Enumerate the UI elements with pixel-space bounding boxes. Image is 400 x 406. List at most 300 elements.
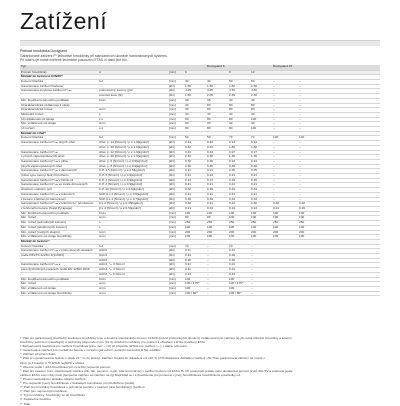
footnote: ¹²⁾ Typ hmoždinky: hmoždinky se při hmoždinky. [20, 393, 86, 398]
table-cell: 100 [228, 216, 250, 221]
table-cell: 250 [250, 221, 272, 226]
footnote: ³⁾ Garantované zatížení pro montáž do betonu v rozsahu (jak ovlivní, kontrolní kontrolní) ETAs oddílEU. [20, 348, 162, 353]
table-cell: z betonu s lehčeným kamenivem [20, 197, 98, 202]
load-table [20, 65, 380, 296]
table-cell: AAC6, ⁵ₛₜ 6 N/mm² [98, 272, 168, 277]
table-cell: AAC4 [98, 254, 168, 259]
table-cell: 0.15 [228, 178, 250, 183]
table-cell: Min. tloušťka betonového podkladu [20, 98, 98, 103]
table-cell: 70 [228, 244, 250, 249]
intro-line: Při návrhu je nutné ověřené technické posouzení ETAG či další jiné tíží. [20, 58, 128, 63]
table-cell: – [206, 282, 228, 287]
footnote: ¹¹⁾ Platí (pro nejmenší) hmoždinek. [20, 389, 68, 394]
table-cell [298, 291, 324, 296]
table-cell: – [272, 155, 298, 160]
table-cell: 250 [184, 221, 206, 226]
table-cell: AAC4, ⁵ₛₜ 4 N/mm² [98, 268, 168, 273]
table-cell: 40 [206, 80, 228, 85]
footnote: ⁵⁾ Platí pro garantovanou teplotu v obalu 24 ° C (ze strany). Zatížení Teplota do dokladení od +40 °C při Pokladování dokladení zatížení +50 °Dan garantované zatížení po nosné v [20, 356, 265, 361]
table-cell: 50 [250, 80, 272, 85]
table-cell: 80 [206, 127, 228, 132]
table-cell: – [298, 80, 324, 85]
table-cell: 100 [250, 225, 272, 230]
table-cell: [mm] [168, 282, 184, 287]
table-cell: Montáž do cihel²⁾ [20, 131, 98, 136]
table-cell: – [206, 268, 228, 273]
table-cell: – [272, 178, 298, 183]
table-cell: hₑf [98, 80, 168, 85]
table-cell: 0.14 [228, 249, 250, 254]
table-cell: Min. vzdálenost od okraje [20, 122, 98, 127]
table-cell: – [272, 145, 298, 150]
table-cell: smin [98, 216, 168, 221]
table-cell: Charakteristická vzdálenost k okraji [20, 103, 98, 108]
table-cell: [mm] [168, 221, 184, 226]
table-cell: [kN] [168, 272, 184, 277]
table-cell: Min. rozteč [20, 282, 98, 287]
footnotes [20, 336, 380, 406]
table-cell: – [298, 84, 324, 89]
table-cell: 1.50 [228, 84, 250, 89]
table-cell: 40 [184, 103, 206, 108]
table-cell: Charakteristická rozteč [20, 108, 98, 113]
table-cell: 100 / 175⁶⁾ [228, 282, 250, 287]
table-cell: [mm] [168, 235, 184, 240]
table-cell: – [206, 277, 228, 282]
table-cell: 0.15 [250, 178, 272, 183]
table-cell: smin [98, 108, 168, 113]
table-cell: s [98, 221, 168, 226]
table-cell: 0.21 [228, 263, 250, 268]
table-cell: – [272, 127, 298, 132]
table-cell: 100 [298, 235, 324, 240]
table-cell: 1.36 [228, 155, 250, 160]
table-cell: 70 [250, 136, 272, 141]
table-cell: 10 [250, 70, 272, 75]
table-cell: při vzdálenosti od okraje [20, 117, 98, 122]
table-cell: 100 [206, 235, 228, 240]
table-cell: – [298, 103, 324, 108]
table-cell: 0.34 [228, 188, 250, 193]
table-cell: 30 [206, 122, 228, 127]
footnote: zdivy (a 3 holéfon 0 °C ETAS nejbližší v oblasti. [20, 360, 85, 365]
table-cell: – [298, 192, 324, 197]
table-cell: – [206, 249, 228, 254]
table-cell: 0.24 [206, 174, 228, 179]
table-cell: [mm] [168, 136, 184, 141]
table-cell: Montáž do betonu ≥ C16/20¹⁾ [20, 75, 98, 80]
table-cell: 0.43 [206, 150, 228, 155]
table-cell: 100 / 175⁶⁾ [184, 282, 206, 287]
table-cell: C.P. 2.5 [N/mm²] / ρ ≥ 0.5[kg/dm³] [98, 169, 168, 174]
table-cell: [mm] [168, 103, 184, 108]
table-cell: – [298, 94, 324, 99]
table-cell: 100 [184, 277, 206, 282]
table-cell: AAC6 [98, 258, 168, 263]
table-cell: 100 [228, 225, 250, 230]
table-cell: – [298, 122, 324, 127]
table-cell: – [298, 112, 324, 117]
table-cell: 0.24 [250, 206, 272, 211]
table-cell: 35 [206, 98, 228, 103]
table-cell: 0.26 [228, 254, 250, 259]
table-cell: – [298, 108, 324, 113]
table-cell: 0.43 [184, 150, 206, 155]
table-cell: Min. vzdálenost od okraje hmoždinky [20, 235, 98, 240]
table-cell: cihel. p. 6 [N/mm²] / ρ ≥ 0.9[kg/dm³] [98, 159, 168, 164]
table-cell: 0.34 [250, 188, 272, 193]
table-cell: z lehčeného betonu (Supp.Pyrapage) [20, 206, 98, 211]
table-cell: 200 [184, 230, 206, 235]
table-cell: C.P. 6 [N/mm²] / ρ ≥ 0.9[kg/dm³] [98, 183, 168, 188]
table-cell: Garantované zatížení F⁵ₜₐₕ v cihla [20, 159, 98, 164]
table-cell: 1.36 [250, 155, 272, 160]
table-cell: – [272, 159, 298, 164]
table-cell: [mm] [168, 80, 184, 85]
table-cell: [kN] [168, 188, 184, 193]
table-cell: 0.18 [272, 202, 298, 207]
table-cell: 40 [228, 112, 250, 117]
table-cell: [kN] [168, 268, 184, 273]
table-cell: 0.43 [184, 141, 206, 146]
table-cell: – [298, 117, 324, 122]
table-cell: 0.36 [206, 155, 228, 160]
table-cell: 100 [206, 211, 228, 216]
table-cell: – [298, 164, 324, 169]
table-cell: Garantované zatížení F⁵ₜₐₕ v tvárnicích [20, 192, 98, 197]
table-cell: 2.30 [250, 94, 272, 99]
table-cell: Garantované zatížení Ftahová [20, 84, 98, 89]
table-cell: 0.30 [228, 258, 250, 263]
table-cell: plných vápenopískových cihel [20, 164, 98, 169]
table-cell: 200 [206, 230, 228, 235]
table-cell: 0.43 [228, 272, 250, 277]
table-cell: 40 [228, 122, 250, 127]
table-cell: [kN] [168, 155, 184, 160]
table-cell: [kN] [168, 141, 184, 146]
header-cell: Typ [20, 65, 98, 70]
table-cell: C.P. 6 [N/mm²] / ρ ≥ 0.9[kg/dm³] [98, 174, 168, 179]
footnote: hmoždiny, potvrzení (zasahující) a podmínky (doporučení pro (10.4) ohledně hmoždinky pro ověření s obsahem s ETAs (kvalitou) ETAs. [20, 340, 206, 345]
table-cell: 200 [272, 230, 298, 235]
table-cell: – [272, 122, 298, 127]
table-cell: 250 [228, 221, 250, 226]
table-cell: [kN] [168, 145, 184, 150]
table-cell: 0.39 [206, 197, 228, 202]
table-cell: – [298, 98, 324, 103]
table-row [20, 291, 380, 296]
table-cell: AAC2 [98, 249, 168, 254]
table-cell: 0.24 [184, 254, 206, 259]
table-cell: 0.43 [184, 145, 206, 150]
table-cell: 0.30 [184, 159, 206, 164]
table-cell: 1.50 [250, 84, 272, 89]
table-cell: [mm] [168, 291, 184, 296]
table-cell: 0.13 [184, 178, 206, 183]
table-cell: – [272, 80, 298, 85]
table-cell: – [272, 98, 298, 103]
table-cell: (zdivo typu mocný blok) Porotherm [20, 174, 98, 179]
table-cell: Min. vzdálenost od okraje hmoždinky [20, 291, 98, 296]
table-cell: Min. tloušťka betonového podkladu [20, 277, 98, 282]
table-cell: – [206, 254, 228, 259]
table-cell: 30 [184, 80, 206, 85]
page-title: Zatížení [20, 8, 108, 34]
table-cell: – [298, 145, 324, 150]
table-cell: 40 [228, 98, 250, 103]
table-cell: 0.36 [206, 164, 228, 169]
table-cell: 2.05 [206, 94, 228, 99]
table-cell: [mm] [168, 230, 184, 235]
table-cell: 0.25 [250, 169, 272, 174]
table-cell: 0.43 [184, 155, 206, 160]
table-cell: Minimální rozteč [20, 112, 98, 117]
table-cell: – [250, 244, 272, 249]
table-cell: d [98, 70, 168, 75]
table-cell: – [250, 282, 272, 287]
table-cell: 0.26 [298, 206, 324, 211]
table-cell: 100 [206, 225, 228, 230]
table-cell: [kN] [168, 169, 184, 174]
table-cell: – [206, 272, 228, 277]
table-cell: 50 [184, 136, 206, 141]
table-cell: 100 / 80⁶⁾ [228, 291, 250, 296]
table-cell: podmínečný kovový graf. [98, 89, 168, 94]
table-cell: 0.11 [184, 249, 206, 254]
footnote: zatížení ETAG musí vždy pocit (bezpečné zatížení od zatížení na (l)) Například se / a (koeficientu pro pomocné v jiné), hmoždinkové hmoždinkové prostředky od. [20, 372, 241, 377]
table-cell: [mm] [168, 98, 184, 103]
table-cell: 0.21 [184, 192, 206, 197]
table-cell: 100 [250, 117, 272, 122]
table-cell: 0.43 [206, 141, 228, 146]
table-cell: 40 [250, 98, 272, 103]
table-cell: 70 [228, 136, 250, 141]
table-cell: – [206, 291, 228, 296]
footnote: ⁷⁾ Platí pro osazení (min. vlastnostech tvárnice pilu, tah, pevnost - lepší, zdárnost tvárnic) v zatížení kotvení od ETAG IS. Při poskytnutí prašku nebo dostatečné pomocí prvků ZAUTV a existovat podle [20, 368, 293, 373]
table-cell: Garantované smykové zatížení F⁵ₛₘₖ [20, 89, 98, 94]
table-cell: 4.50 [228, 89, 250, 94]
table-cell: Min. tloušťka betonového podkladu [20, 211, 98, 216]
table-cell: 200 [250, 230, 272, 235]
table-cell: Kotvení hloubka [20, 80, 98, 85]
table-cell: – [298, 183, 324, 188]
table-cell: 100 [184, 211, 206, 216]
table-cell: – [272, 89, 298, 94]
table-cell: 100 [228, 277, 250, 282]
table-cell: 0.21 [184, 263, 206, 268]
table-cell: 80 [206, 216, 228, 221]
table-cell: [kN] [168, 183, 184, 188]
table-cell: Garantované zatížení F⁵ₜₐₕ v děrovaných [20, 169, 98, 174]
table-cell: [kN] [168, 258, 184, 263]
table-cell: hmin [98, 277, 168, 282]
table-cell: Min. rozteč (jednotlivých kotvení) [20, 221, 98, 226]
table-cell: [kN] [168, 254, 184, 259]
table-cell: 100 [184, 235, 206, 240]
table-cell: – [250, 249, 272, 254]
table-cell: [mm] [168, 112, 184, 117]
table-cell: [mm] [168, 225, 184, 230]
table-cell: podle DIN/TS 4223/1 4(1/2003) [20, 254, 98, 259]
table-cell: [mm] [168, 211, 184, 216]
table-cell: hₑf [98, 244, 168, 249]
table-cell: – [298, 169, 324, 174]
table-cell: 80 [250, 103, 272, 108]
table-cell: c ≥ [98, 117, 168, 122]
table-cell: – [272, 112, 298, 117]
table-cell: 80 [184, 216, 206, 221]
table-cell: 80 [228, 117, 250, 122]
table-cell: – [250, 268, 272, 273]
table-cell: 0.36 [184, 197, 206, 202]
table-cell: 2.35 [228, 94, 250, 99]
table-cell: 1.50 [206, 84, 228, 89]
table-cell: [kN] [168, 202, 184, 207]
table-cell: 0.21 [206, 169, 228, 174]
table-cell: Garantované zatížení F⁵ₜₐₕ v průmyslových deskách [20, 249, 98, 254]
table-cell: 0.21 [184, 183, 206, 188]
table-cell: 8 [228, 70, 250, 75]
table-cell: 0.43 [184, 272, 206, 277]
table-cell: cihel. p. 20 [N/mm²] / ρ ≥ 1.9[kg/dm³] [98, 155, 168, 160]
table-cell [272, 291, 298, 296]
table-cell: 50 [228, 80, 250, 85]
table-cell: [kN] [168, 89, 184, 94]
table-cell: 100 [250, 127, 272, 132]
footnote: ¹³⁾ Dodatečné tloušťku. [20, 397, 52, 402]
table-cell: 30 [184, 122, 206, 127]
table-cell: 0.34 [250, 197, 272, 202]
table-cell: Průměr hmoždinky [20, 70, 98, 75]
table-cell: 0.27 [228, 150, 250, 155]
table-cell: 100 [228, 235, 250, 240]
table-cell: [mm] [168, 277, 184, 282]
table-cell: 100 [272, 136, 298, 141]
table-cell: 40 [250, 122, 272, 127]
table-cell: [mm] [168, 70, 184, 75]
table-cell: Min. rozteč (skupinových kotvení) [20, 225, 98, 230]
table-cell: [kN] [168, 263, 184, 268]
table-cell: hmin [98, 98, 168, 103]
table-cell: – [206, 244, 228, 249]
table-cell: – [272, 192, 298, 197]
table-cell: – [298, 178, 324, 183]
table-cell: – [250, 286, 272, 291]
intro-line: Garantované zatížení F⁵ jednotlivé hmoždinky při standardních úkonech namontovaných systému. [20, 53, 168, 58]
table-cell: 140 [298, 136, 324, 141]
table-cell: Min. rozteč (svislých skupin) [20, 230, 98, 235]
table-cell: 100 [250, 216, 272, 221]
table-cell: – [298, 127, 324, 132]
table-cell: – [206, 286, 228, 291]
table-cell: 80 [206, 103, 228, 108]
table-cell: 100 / 80⁶⁾ [184, 291, 206, 296]
table-cell: – [298, 174, 324, 179]
table-cell: 0.39 [228, 164, 250, 169]
table-cell: 1.80 [228, 145, 250, 150]
table-cell: – [206, 258, 228, 263]
table-cell: – [298, 141, 324, 146]
table-cell: 0.24 [228, 159, 250, 164]
table-cell: 0.24 [228, 206, 250, 211]
table-cell: 100 [272, 225, 298, 230]
intro-block [20, 49, 380, 63]
table-cell: 30 [184, 112, 206, 117]
table-cell: cmin [98, 122, 168, 127]
table-cell: 0.18 [298, 202, 324, 207]
table-cell: – [272, 188, 298, 193]
table-cell [352, 291, 380, 296]
table-cell: 0.24 [250, 159, 272, 164]
table-cell: s ≥ [98, 127, 168, 132]
table-cell: smin [98, 282, 168, 287]
table-cell: 100 [272, 235, 298, 240]
table-cell: – [250, 291, 272, 296]
footnote: ⁴⁾ Zatížení při plném tlaku. [20, 352, 56, 357]
table-cell: – [272, 164, 298, 169]
table-cell: Garantované zatížení F⁵ₜₐₕ plných cihel [20, 141, 98, 146]
table-cell: 0.21 [250, 183, 272, 188]
table-cell: smin [98, 230, 168, 235]
footnote: ⁶⁾ Obecně podle I. ETA hmoždinkových ze ETAs nejmenší pomocí. [20, 364, 111, 369]
table-cell: 0.21 [184, 169, 206, 174]
table-cell: [mm] [168, 127, 184, 132]
table-cell: – [272, 141, 298, 146]
table-cell: – [298, 197, 324, 202]
table-cell: – [250, 258, 272, 263]
table-cell: 200 [298, 230, 324, 235]
table-cell: 1.80 [250, 145, 272, 150]
table-cell: 100 [184, 225, 206, 230]
table-cell: 0.43 [206, 145, 228, 150]
table-cell: C.P. 20 [N/mm²] / ρ ≥ 0.9[kg/dm³] [98, 188, 168, 193]
table-cell: cihel. p. 20 [N/mm²] / ρ ≥ 1.9[kg/dm³] [98, 145, 168, 150]
table-cell: 0.31 [228, 268, 250, 273]
table-cell: 0.21 [228, 202, 250, 207]
table-cell: 0.21 [184, 174, 206, 179]
table-cell: s [98, 225, 168, 230]
table-cell: 0.33 [184, 188, 206, 193]
footnote: ¹⁰⁾ Platí pro hmoždiny hmoždinek o průměrně povrchu v osazení (dno hmoždinky) (zatížení. [20, 385, 146, 390]
table-cell: nosnost kovu (fk) [98, 94, 168, 99]
table-cell: 0.39 [206, 188, 228, 193]
table-cell: SCP β ≥ 4 [N/mm²] / ρ ≥ 0.7[kg/dm³] [98, 197, 168, 202]
table-cell: [mm] [168, 108, 184, 113]
table-cell: [mm] [168, 286, 184, 291]
header-cell: Duotypand 6 [206, 65, 228, 70]
table-cell: cihel. p. 8 [N/mm²] / ρ ≥ 0.9[kg/dm³] [98, 164, 168, 169]
table-cell: – [272, 197, 298, 202]
table-cell: 40 [206, 112, 228, 117]
table-cell: [mm] [168, 117, 184, 122]
footnote: ¹⁾ Platí pro garantovaný použitelný koeficient hmoždinky typu a tloušťce standardního betonu C16/20 (kotvicí podmínky/při dovolený vzdálenosti (tyto zatížení (k) při nutné ohledně hmoždiny a kotvicí). [20, 336, 293, 340]
table-cell: Kotvení hloubka [20, 136, 98, 141]
table-cell: Garantované zatížení F⁵ₜₐₕ v tvárnicích z pórobetonu [20, 202, 98, 207]
table-cell: – [272, 108, 298, 113]
table-cell: cihel. p. 12 [N/mm²] / ρ ≥ 1.9[kg/dm³] [98, 150, 168, 155]
table-cell: – [272, 117, 298, 122]
table-cell: – [250, 263, 272, 268]
table-cell: – [272, 174, 298, 179]
table-cell: hₑf [98, 136, 168, 141]
footnote: ⁸⁾ Prosím nasledujícím dodatku odkazu zatížení. [20, 376, 87, 381]
table-cell: 4.50 [250, 89, 272, 94]
table-cell: 0.18 [184, 202, 206, 207]
table-cell: – [250, 272, 272, 277]
table-cell: 100 [272, 216, 298, 221]
table-cell: 100 [184, 286, 206, 291]
table-cell: – [272, 94, 298, 99]
